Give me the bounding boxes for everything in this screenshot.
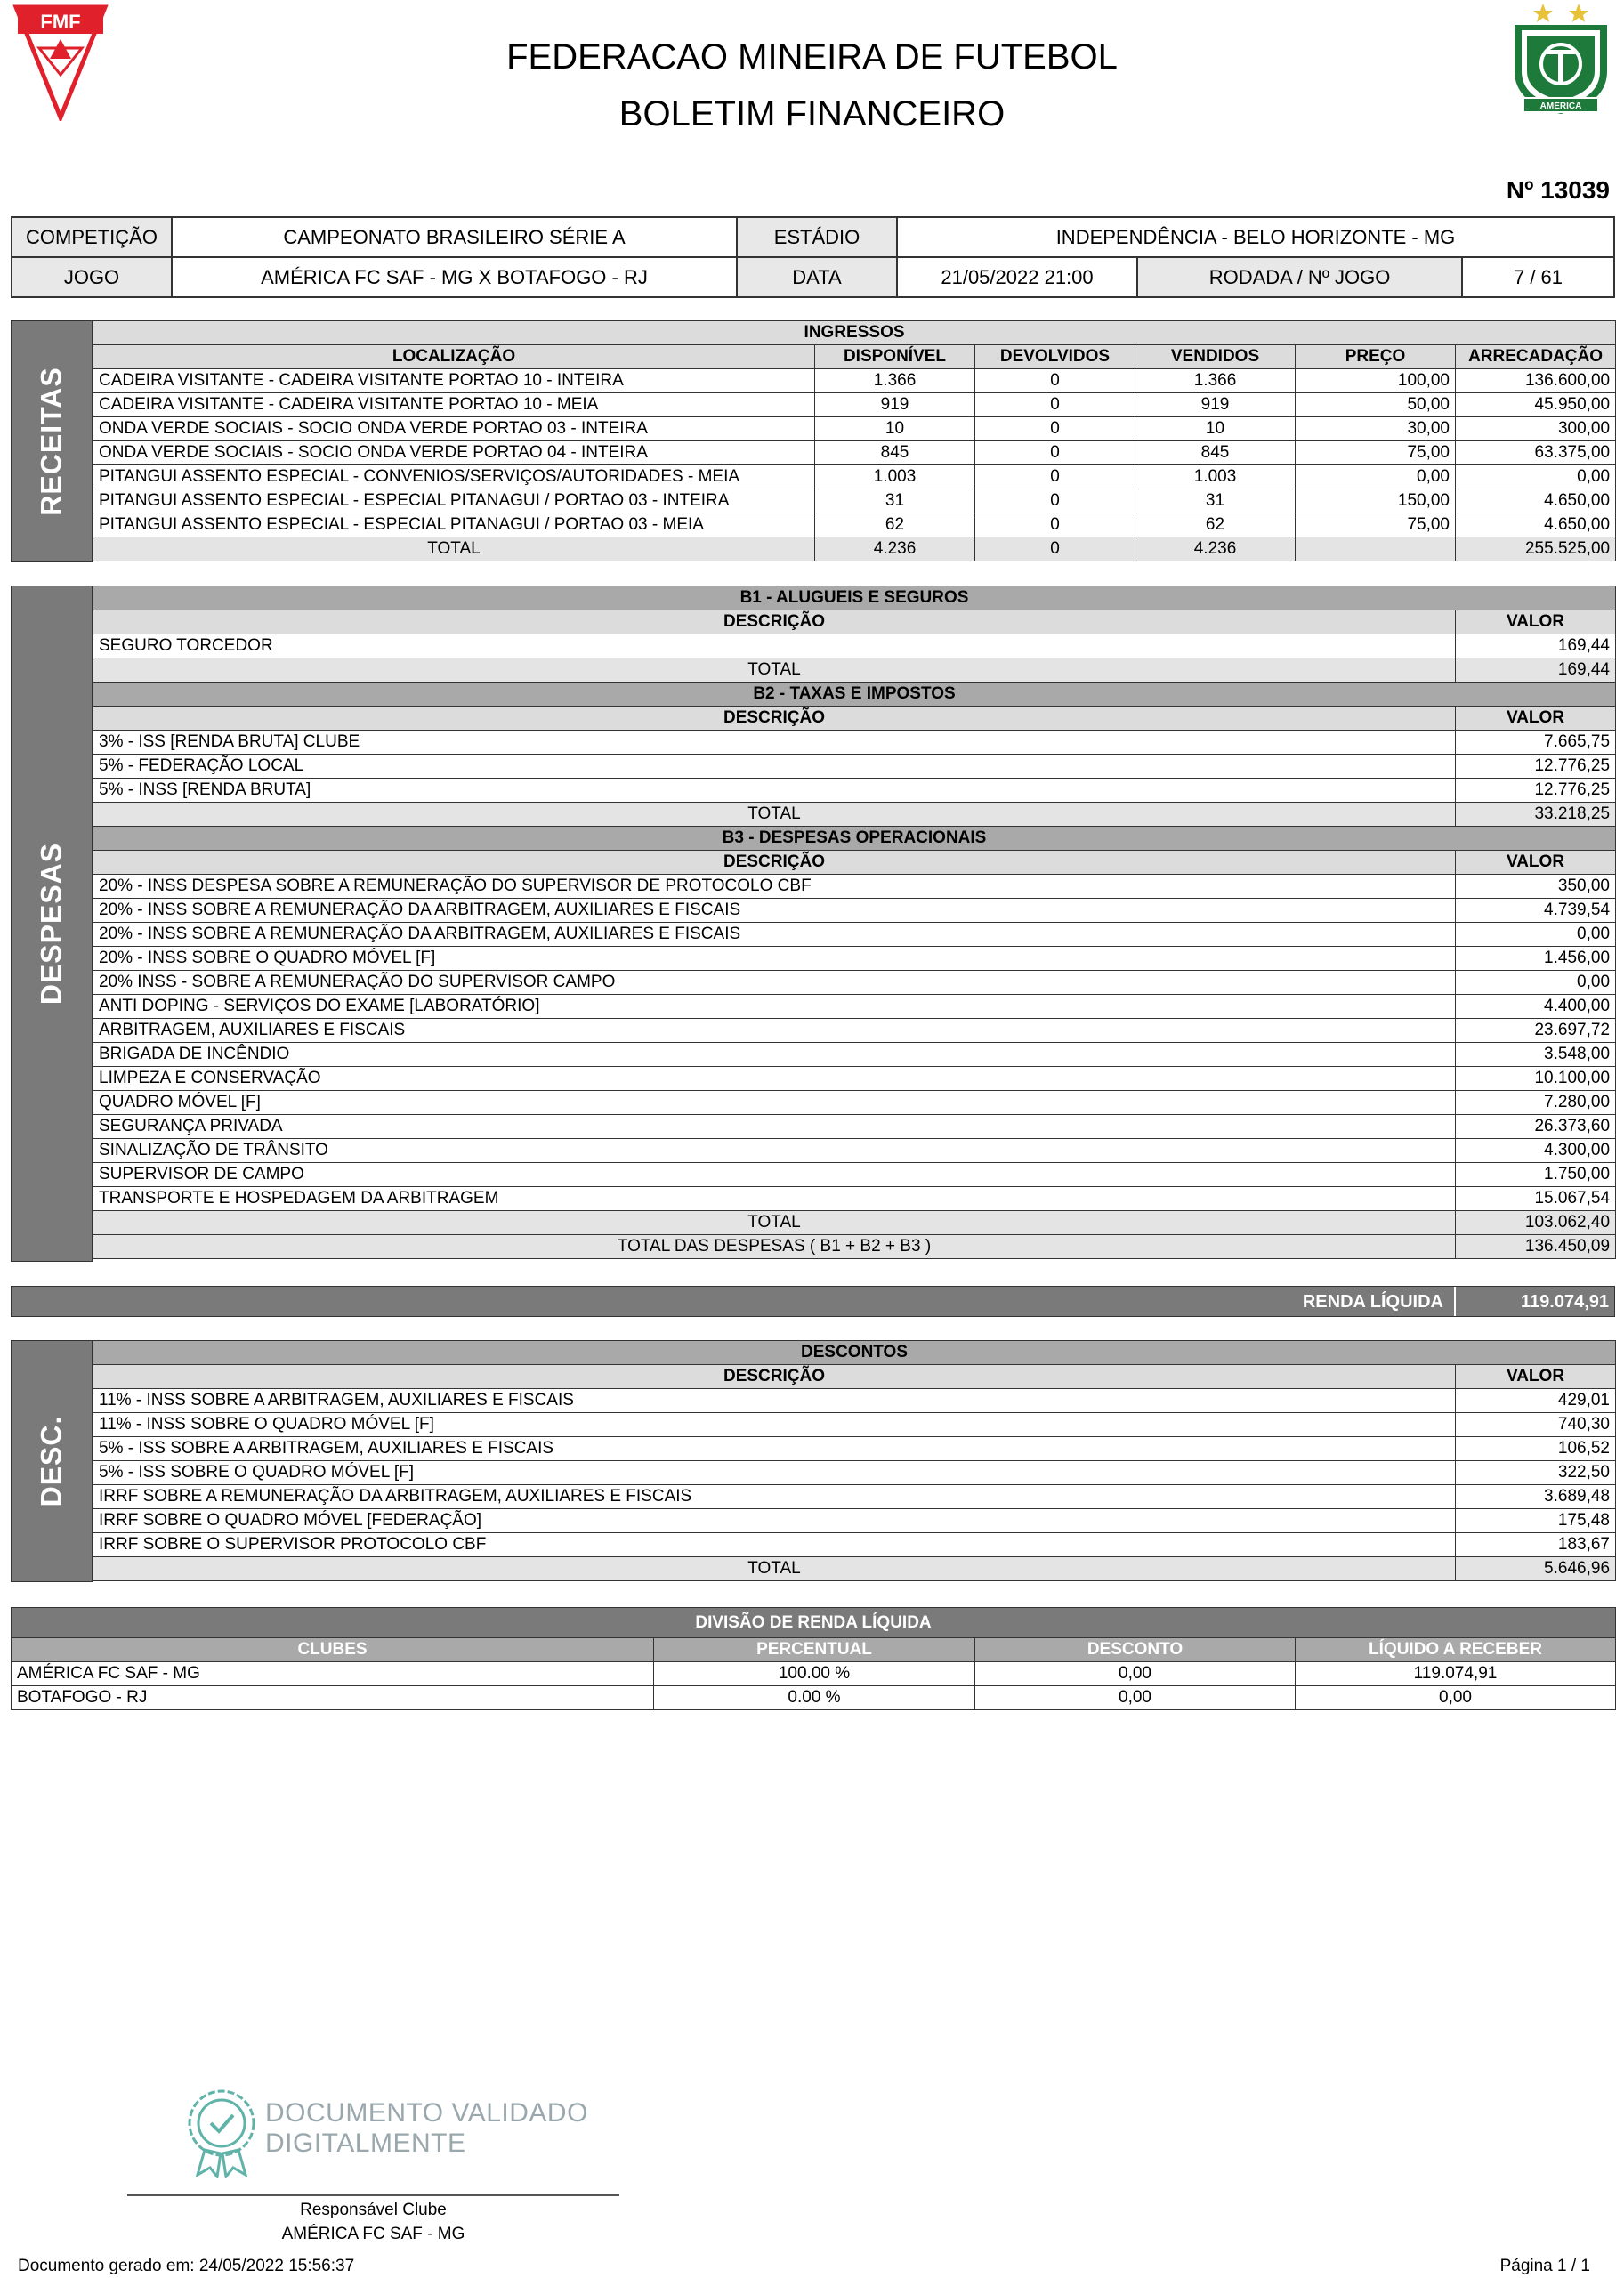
receitas-col-header: DEVOLVIDOS	[975, 345, 1135, 369]
despesa-valor: 4.739,54	[1456, 899, 1616, 923]
b3-total-value: 103.062,40	[1456, 1211, 1616, 1235]
divisao-col-header: LÍQUIDO A RECEBER	[1296, 1638, 1616, 1662]
date-label: DATA	[737, 257, 897, 297]
b1-total-value: 169,44	[1456, 658, 1616, 683]
despesa-valor: 169,44	[1456, 634, 1616, 658]
despesa-desc: QUADRO MÓVEL [F]	[93, 1091, 1456, 1115]
table-row	[93, 441, 1616, 465]
despesa-valor: 1.456,00	[1456, 947, 1616, 971]
fmf-logo-text: FMF	[40, 11, 81, 33]
desconto-valor: 740,30	[1456, 1413, 1616, 1437]
renda-liquida-label: RENDA LÍQUIDA	[1302, 1292, 1443, 1312]
desconto-valor: 175,48	[1456, 1509, 1616, 1533]
despesa-valor: 3.548,00	[1456, 1043, 1616, 1067]
divisao-renda-table	[11, 1607, 1616, 1710]
desc-col-header: DESCRIÇÃO	[93, 610, 1456, 634]
despesa-valor: 26.373,60	[1456, 1115, 1616, 1139]
divisao-title: DIVISÃO DE RENDA LÍQUIDA	[12, 1608, 1616, 1638]
table-row	[93, 610, 1616, 634]
table-row	[93, 658, 1616, 683]
receitas-cell: 845	[815, 441, 975, 465]
receitas-cell: 919	[815, 393, 975, 417]
valor-col-header: VALOR	[1456, 1365, 1616, 1389]
b2-title: B2 - TAXAS E IMPOSTOS	[93, 683, 1616, 707]
receitas-col-header: PREÇO	[1296, 345, 1456, 369]
table-row	[93, 1533, 1616, 1557]
receitas-cell: 0	[975, 417, 1135, 441]
table-row	[93, 755, 1616, 779]
despesa-desc: SUPERVISOR DE CAMPO	[93, 1163, 1456, 1187]
receitas-cell: 0	[975, 369, 1135, 393]
divisao-cell: 119.074,91	[1296, 1662, 1616, 1686]
despesa-desc: TRANSPORTE E HOSPEDAGEM DA ARBITRAGEM	[93, 1187, 1456, 1211]
round-label: RODADA / Nº JOGO	[1137, 257, 1462, 297]
b2-total-value: 33.218,25	[1456, 803, 1616, 827]
receitas-col-header: DISPONÍVEL	[815, 345, 975, 369]
receitas-cell: 1.003	[1135, 465, 1296, 489]
receitas-cell: 31	[1135, 489, 1296, 513]
table-row	[93, 586, 1616, 610]
table-row	[93, 1139, 1616, 1163]
despesa-valor: 350,00	[1456, 875, 1616, 899]
despesas-table	[93, 586, 1616, 1259]
receitas-cell: 31	[815, 489, 975, 513]
receitas-cell: 63.375,00	[1456, 441, 1616, 465]
receitas-cell: 30,00	[1296, 417, 1456, 441]
receitas-cell: 62	[815, 513, 975, 537]
signature-line	[127, 2194, 619, 2196]
divisao-col-header: CLUBES	[12, 1638, 654, 1662]
descontos-side-label: DESC.	[11, 1340, 93, 1582]
receitas-total-cell: TOTAL	[93, 537, 815, 561]
table-row	[12, 1662, 1616, 1686]
stadium-value: INDEPENDÊNCIA - BELO HORIZONTE - MG	[897, 217, 1614, 257]
descontos-total-label: TOTAL	[93, 1557, 1456, 1581]
divisao-cell: 0,00	[1296, 1686, 1616, 1710]
receitas-cell: 75,00	[1296, 441, 1456, 465]
generated-timestamp: Documento gerado em: 24/05/2022 15:56:37	[18, 2257, 355, 2275]
despesa-valor: 4.300,00	[1456, 1139, 1616, 1163]
validation-seal-icon	[182, 2086, 262, 2178]
table-row	[93, 1115, 1616, 1139]
club-badge-logo	[1504, 0, 1618, 117]
divisao-cell: 0,00	[975, 1662, 1296, 1686]
despesa-valor: 0,00	[1456, 971, 1616, 995]
receitas-cell: PITANGUI ASSENTO ESPECIAL - CONVENIOS/SERVIÇOS/AUTORIDADES - MEIA	[93, 465, 815, 489]
despesas-side-label: DESPESAS	[11, 586, 93, 1262]
despesa-valor: 15.067,54	[1456, 1187, 1616, 1211]
table-row	[93, 1163, 1616, 1187]
receitas-table	[93, 320, 1616, 561]
despesa-desc: LIMPEZA E CONSERVAÇÃO	[93, 1067, 1456, 1091]
table-row	[93, 995, 1616, 1019]
descontos-table	[93, 1340, 1616, 1581]
table-row	[93, 971, 1616, 995]
despesa-desc: 20% - INSS DESPESA SOBRE A REMUNERAÇÃO DO SUPERVISOR DE PROTOCOLO CBF	[93, 875, 1456, 899]
valor-col-header: VALOR	[1456, 707, 1616, 731]
receitas-cell: 100,00	[1296, 369, 1456, 393]
table-row	[93, 489, 1616, 513]
despesa-desc: ANTI DOPING - SERVIÇOS DO EXAME [LABORATÓRIO]	[93, 995, 1456, 1019]
desconto-desc: 11% - INSS SOBRE A ARBITRAGEM, AUXILIARES E FISCAIS	[93, 1389, 1456, 1413]
receitas-cell: PITANGUI ASSENTO ESPECIAL - ESPECIAL PITANAGUI / PORTAO 03 - INTEIRA	[93, 489, 815, 513]
receitas-cell: 4.650,00	[1456, 489, 1616, 513]
receitas-cell: 136.600,00	[1456, 369, 1616, 393]
competition-value: CAMPEONATO BRASILEIRO SÉRIE A	[172, 217, 737, 257]
table-row	[93, 393, 1616, 417]
receitas-total-cell: 255.525,00	[1456, 537, 1616, 561]
match-value: AMÉRICA FC SAF - MG X BOTAFOGO - RJ	[172, 257, 737, 297]
divisao-cell: AMÉRICA FC SAF - MG	[12, 1662, 654, 1686]
table-row	[93, 513, 1616, 537]
descontos-total-value: 5.646,96	[1456, 1557, 1616, 1581]
receitas-col-header: LOCALIZAÇÃO	[93, 345, 815, 369]
table-row	[93, 1389, 1616, 1413]
despesa-valor: 4.400,00	[1456, 995, 1616, 1019]
receitas-total-cell	[1296, 537, 1456, 561]
receitas-cell: 45.950,00	[1456, 393, 1616, 417]
desconto-valor: 183,67	[1456, 1533, 1616, 1557]
desc-col-header: DESCRIÇÃO	[93, 1365, 1456, 1389]
receitas-cell: 0	[975, 513, 1135, 537]
despesa-valor: 1.750,00	[1456, 1163, 1616, 1187]
descontos-title: DESCONTOS	[93, 1341, 1616, 1365]
desconto-valor: 322,50	[1456, 1461, 1616, 1485]
desconto-desc: 5% - ISS SOBRE A ARBITRAGEM, AUXILIARES E FISCAIS	[93, 1437, 1456, 1461]
club-badge-text: AMÉRICA	[1539, 101, 1582, 111]
despesa-desc: 20% - INSS SOBRE A REMUNERAÇÃO DA ARBITRAGEM, AUXILIARES E FISCAIS	[93, 899, 1456, 923]
table-row	[93, 1187, 1616, 1211]
receitas-cell: PITANGUI ASSENTO ESPECIAL - ESPECIAL PITANAGUI / PORTAO 03 - MEIA	[93, 513, 815, 537]
despesa-desc: 20% INSS - SOBRE A REMUNERAÇÃO DO SUPERVISOR CAMPO	[93, 971, 1456, 995]
divisao-col-header: DESCONTO	[975, 1638, 1296, 1662]
receitas-cell: 0	[975, 489, 1135, 513]
divisao-col-header: PERCENTUAL	[654, 1638, 975, 1662]
receitas-col-header: ARRECADAÇÃO	[1456, 345, 1616, 369]
valor-col-header: VALOR	[1456, 610, 1616, 634]
table-row	[93, 1485, 1616, 1509]
receitas-cell: 300,00	[1456, 417, 1616, 441]
responsavel-club: AMÉRICA FC SAF - MG	[281, 2225, 465, 2243]
table-row	[93, 707, 1616, 731]
round-value: 7 / 61	[1462, 257, 1614, 297]
b1-total-label: TOTAL	[93, 658, 1456, 683]
receitas-col-header: VENDIDOS	[1135, 345, 1296, 369]
table-row	[93, 1067, 1616, 1091]
match-info-table	[11, 216, 1615, 298]
receitas-cell: 10	[1135, 417, 1296, 441]
receitas-cell: 0,00	[1296, 465, 1456, 489]
despesa-valor: 10.100,00	[1456, 1067, 1616, 1091]
despesas-grand-total-value: 136.450,09	[1456, 1235, 1616, 1259]
receitas-cell: 1.366	[1135, 369, 1296, 393]
table-row	[93, 779, 1616, 803]
desconto-desc: 5% - ISS SOBRE O QUADRO MÓVEL [F]	[93, 1461, 1456, 1485]
despesa-desc: 5% - INSS [RENDA BRUTA]	[93, 779, 1456, 803]
table-row	[93, 923, 1616, 947]
table-row	[93, 1437, 1616, 1461]
b2-total-label: TOTAL	[93, 803, 1456, 827]
table-row	[93, 1461, 1616, 1485]
page-number: Página 1 / 1	[1499, 2257, 1590, 2275]
receitas-cell: 1.366	[815, 369, 975, 393]
receitas-total-row	[93, 537, 1616, 561]
federation-title: FEDERACAO MINEIRA DE FUTEBOL	[506, 37, 1118, 77]
despesa-desc: SEGURO TORCEDOR	[93, 634, 1456, 658]
desc-col-header: DESCRIÇÃO	[93, 851, 1456, 875]
despesa-desc: SINALIZAÇÃO DE TRÂNSITO	[93, 1139, 1456, 1163]
b3-total-label: TOTAL	[93, 1211, 1456, 1235]
match-label: JOGO	[12, 257, 172, 297]
despesa-valor: 12.776,25	[1456, 779, 1616, 803]
despesa-valor: 12.776,25	[1456, 755, 1616, 779]
table-row	[93, 1509, 1616, 1533]
divisao-cell: 0,00	[975, 1686, 1296, 1710]
despesa-valor: 23.697,72	[1456, 1019, 1616, 1043]
receitas-cell: CADEIRA VISITANTE - CADEIRA VISITANTE PORTAO 10 - MEIA	[93, 393, 815, 417]
table-row	[93, 875, 1616, 899]
table-row	[93, 851, 1616, 875]
despesa-desc: BRIGADA DE INCÊNDIO	[93, 1043, 1456, 1067]
receitas-cell: 150,00	[1296, 489, 1456, 513]
table-row	[93, 369, 1616, 393]
date-value: 21/05/2022 21:00	[897, 257, 1137, 297]
receitas-total-cell: 4.236	[815, 537, 975, 561]
receitas-total-cell: 4.236	[1135, 537, 1296, 561]
receitas-cell: ONDA VERDE SOCIAIS - SOCIO ONDA VERDE PORTAO 04 - INTEIRA	[93, 441, 815, 465]
desconto-valor: 106,52	[1456, 1437, 1616, 1461]
receitas-cell: ONDA VERDE SOCIAIS - SOCIO ONDA VERDE PORTAO 03 - INTEIRA	[93, 417, 815, 441]
competition-label: COMPETIÇÃO	[12, 217, 172, 257]
despesas-grand-total-label: TOTAL DAS DESPESAS ( B1 + B2 + B3 )	[93, 1235, 1456, 1259]
receitas-side-label: RECEITAS	[11, 320, 93, 562]
despesa-desc: 20% - INSS SOBRE A REMUNERAÇÃO DA ARBITRAGEM, AUXILIARES E FISCAIS	[93, 923, 1456, 947]
table-row	[93, 1341, 1616, 1365]
despesa-desc: 20% - INSS SOBRE O QUADRO MÓVEL [F]	[93, 947, 1456, 971]
receitas-total-cell: 0	[975, 537, 1135, 561]
desconto-valor: 429,01	[1456, 1389, 1616, 1413]
table-row	[93, 417, 1616, 441]
receitas-cell: 0	[975, 441, 1135, 465]
receitas-cell: 845	[1135, 441, 1296, 465]
receitas-cell: 0	[975, 465, 1135, 489]
desconto-desc: IRRF SOBRE O QUADRO MÓVEL [FEDERAÇÃO]	[93, 1509, 1456, 1533]
table-row	[93, 1235, 1616, 1259]
validation-text-line2: DIGITALMENTE	[265, 2129, 466, 2158]
valor-col-header: VALOR	[1456, 851, 1616, 875]
table-row	[93, 1365, 1616, 1389]
receitas-cell: 50,00	[1296, 393, 1456, 417]
receitas-cell: 0,00	[1456, 465, 1616, 489]
table-row	[93, 634, 1616, 658]
receitas-cell: 0	[975, 393, 1135, 417]
desconto-desc: 11% - INSS SOBRE O QUADRO MÓVEL [F]	[93, 1413, 1456, 1437]
table-row	[93, 1043, 1616, 1067]
divisao-cell: 0.00 %	[654, 1686, 975, 1710]
table-row	[93, 1211, 1616, 1235]
receitas-cell: 62	[1135, 513, 1296, 537]
renda-liquida-value: 119.074,91	[1454, 1287, 1614, 1316]
desconto-valor: 3.689,48	[1456, 1485, 1616, 1509]
divisao-cell: 100.00 %	[654, 1662, 975, 1686]
receitas-cell: 75,00	[1296, 513, 1456, 537]
receitas-cell: 1.003	[815, 465, 975, 489]
b3-title: B3 - DESPESAS OPERACIONAIS	[93, 827, 1616, 851]
ingressos-title: INGRESSOS	[93, 321, 1616, 345]
responsavel-label: Responsável Clube	[300, 2201, 447, 2219]
receitas-cell: 4.650,00	[1456, 513, 1616, 537]
table-row	[93, 899, 1616, 923]
desconto-desc: IRRF SOBRE A REMUNERAÇÃO DA ARBITRAGEM, AUXILIARES E FISCAIS	[93, 1485, 1456, 1509]
table-row	[93, 1557, 1616, 1581]
table-row	[93, 465, 1616, 489]
despesa-desc: SEGURANÇA PRIVADA	[93, 1115, 1456, 1139]
table-row	[93, 1091, 1616, 1115]
table-row	[93, 803, 1616, 827]
receitas-cell: CADEIRA VISITANTE - CADEIRA VISITANTE PORTAO 10 - INTEIRA	[93, 369, 815, 393]
table-row	[93, 731, 1616, 755]
despesa-desc: 3% - ISS [RENDA BRUTA] CLUBE	[93, 731, 1456, 755]
despesa-desc: ARBITRAGEM, AUXILIARES E FISCAIS	[93, 1019, 1456, 1043]
stadium-label: ESTÁDIO	[737, 217, 897, 257]
despesa-valor: 7.280,00	[1456, 1091, 1616, 1115]
despesa-valor: 0,00	[1456, 923, 1616, 947]
receitas-cell: 919	[1135, 393, 1296, 417]
receitas-cell: 10	[815, 417, 975, 441]
despesa-desc: 5% - FEDERAÇÃO LOCAL	[93, 755, 1456, 779]
table-row	[12, 1686, 1616, 1710]
table-row	[93, 683, 1616, 707]
report-title: BOLETIM FINANCEIRO	[618, 94, 1006, 133]
document-number: Nº 13039	[1506, 176, 1610, 204]
table-row	[93, 947, 1616, 971]
desconto-desc: IRRF SOBRE O SUPERVISOR PROTOCOLO CBF	[93, 1533, 1456, 1557]
desc-col-header: DESCRIÇÃO	[93, 707, 1456, 731]
validation-text-line1: DOCUMENTO VALIDADO	[265, 2098, 588, 2128]
table-row	[93, 1413, 1616, 1437]
renda-liquida-bar	[11, 1286, 1615, 1317]
despesa-valor: 7.665,75	[1456, 731, 1616, 755]
table-row	[93, 1019, 1616, 1043]
divisao-cell: BOTAFOGO - RJ	[12, 1686, 654, 1710]
table-row	[93, 827, 1616, 851]
b1-title: B1 - ALUGUEIS E SEGUROS	[93, 586, 1616, 610]
